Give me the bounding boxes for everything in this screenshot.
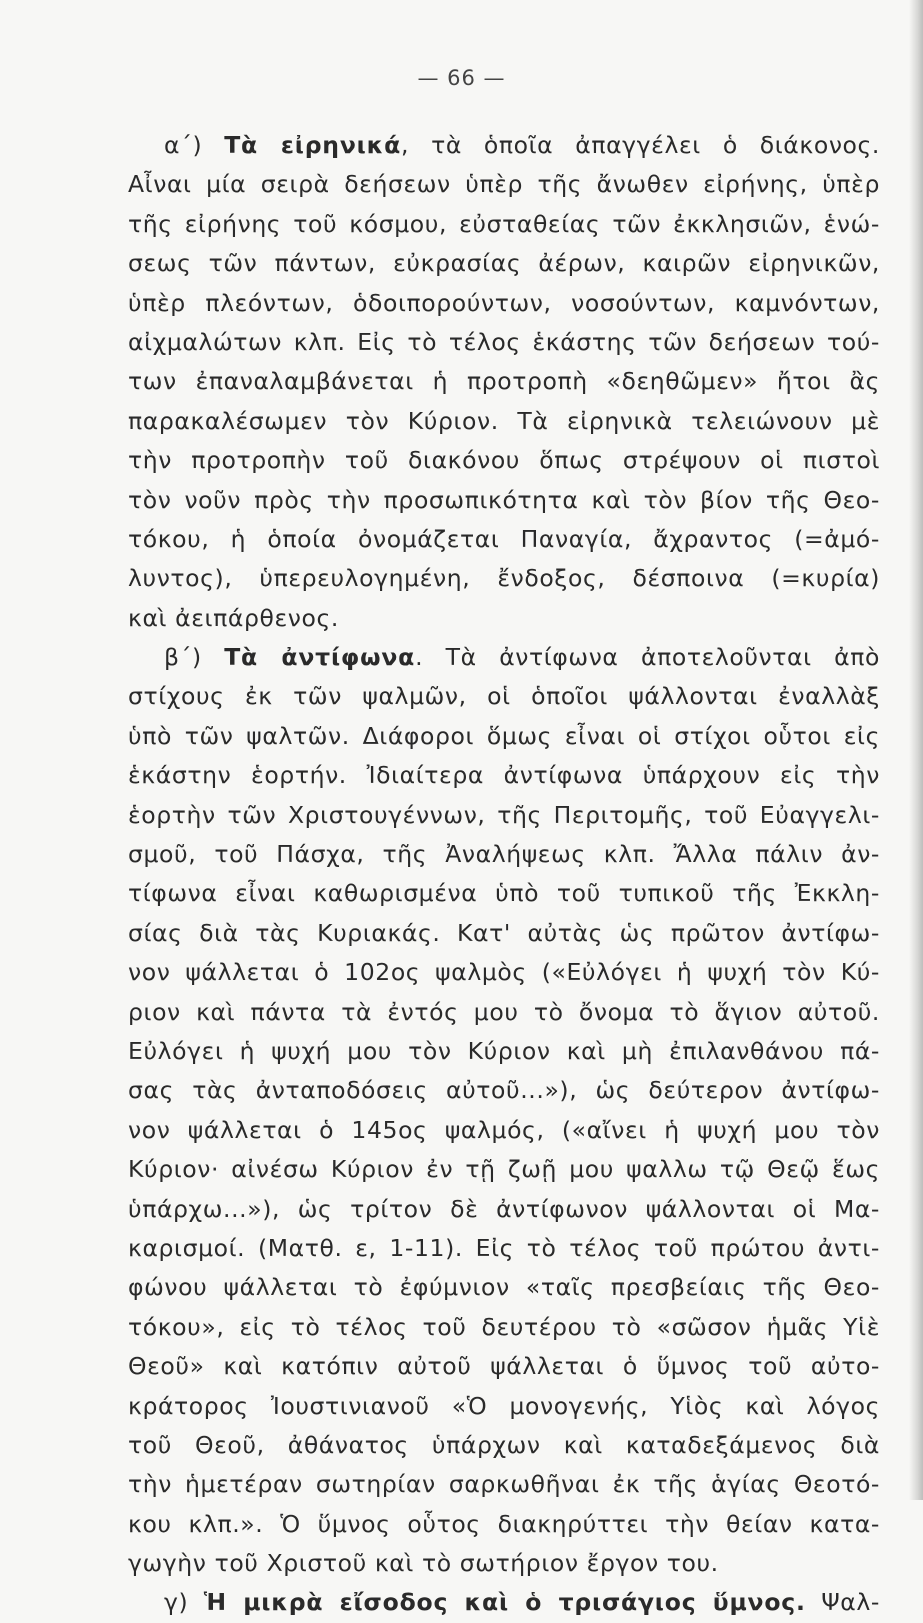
body-text <box>128 126 880 1623</box>
text-span: . Τὰ ἀντίφωνα ἀποτελοῦνται ἀπὸ <box>415 643 880 672</box>
text-line <box>128 1426 880 1465</box>
text-span: παρακαλέσωμεν τὸν Κύριον. Τὰ εἰρηνικὰ τελειώνουν μὲ <box>128 406 880 435</box>
text-span: γ) <box>164 1588 204 1617</box>
text-line <box>128 481 880 520</box>
text-line <box>128 1071 880 1110</box>
text-span: ὑπὸ τῶν ψαλτῶν. Διάφοροι ὅμως εἶναι οἱ στίχοι οὗτοι εἰς <box>128 721 880 750</box>
text-span: τόκου, ἡ ὁποία ὀνομάζεται Παναγία, ἄχραντος (=ἀμό- <box>128 524 880 553</box>
text-line <box>128 441 880 480</box>
text-line <box>128 599 880 638</box>
text-span: καὶ ἀειπάρθενος. <box>128 603 339 632</box>
text-line <box>128 1032 880 1071</box>
text-span: στίχους ἐκ τῶν ψαλμῶν, οἱ ὁποῖοι ψάλλονται ἐναλλὰξ <box>128 682 880 711</box>
text-span: τοῦ Θεοῦ, ἀθάνατος ὑπάρχων καὶ καταδεξάμενος διὰ <box>128 1430 880 1459</box>
text-line <box>128 205 880 244</box>
page-number: — 66 — <box>417 66 506 90</box>
text-span: , τὰ ὁποῖα ἀπαγγέλει ὁ διάκονος. <box>401 131 880 159</box>
text-line <box>128 874 880 913</box>
text-line <box>128 914 880 953</box>
text-line <box>128 284 880 323</box>
text-span: Θεοῦ» καὶ κατόπιν αὐτοῦ ψάλλεται ὁ ὕμνος τοῦ αὐτο- <box>128 1352 880 1381</box>
section-heading: Τὰ ἀντίφωνα <box>224 643 416 672</box>
text-span: νον ψάλλεται ὁ 145ος ψαλμός, («αἴνει ἡ ψυχή μου τὸν <box>128 1115 880 1144</box>
text-span: Ψαλ- <box>805 1588 880 1617</box>
text-line <box>128 1111 880 1150</box>
text-line <box>128 126 880 165</box>
text-line <box>128 520 880 559</box>
page-edge-shadow <box>909 0 923 1500</box>
text-span: τῆς εἰρήνης τοῦ κόσμου, εὐσταθείας τῶν ἐκκλησιῶν, ἑνώ- <box>128 209 880 238</box>
text-span: αἰχμαλώτων κλπ. Εἰς τὸ τέλος ἑκάστης τῶν δεήσεων τού- <box>128 327 880 356</box>
text-span: α΄) <box>164 131 225 159</box>
text-line <box>128 1229 880 1268</box>
text-span: φώνου ψάλλεται τὸ ἐφύμνιον «ταῖς πρεσβείαις τῆς Θεο- <box>128 1273 880 1302</box>
text-span: σμοῦ, τοῦ Πάσχα, τῆς Ἀναλήψεως κλπ. Ἄλλα πάλιν ἀν- <box>128 840 880 869</box>
text-span: νον ψάλλεται ὁ 102ος ψαλμὸς («Εὐλόγει ἡ ψυχή τὸν Κύ- <box>128 958 880 987</box>
text-line <box>128 362 880 401</box>
text-span: ἑορτὴν τῶν Χριστουγέννων, τῆς Περιτομῆς, τοῦ Εὐαγγελι- <box>128 800 880 829</box>
text-span: τὴν ἡμετέραν σωτηρίαν σαρκωθῆναι ἐκ τῆς ἁγίας Θεοτό- <box>128 1470 880 1499</box>
text-line <box>128 1505 880 1544</box>
text-span: σας τὰς ἀνταποδόσεις αὐτοῦ...»), ὡς δεύτερον ἀντίφω- <box>128 1076 880 1105</box>
text-line <box>128 1465 880 1504</box>
text-span: κράτορος Ἰουστινιανοῦ «Ὁ μονογενής, Υἱὸς καὶ λόγος <box>128 1391 880 1420</box>
text-span: ριον καὶ πάντα τὰ ἐντός μου τὸ ὄνομα τὸ ἅγιον αὐτοῦ. <box>128 997 880 1026</box>
text-line <box>128 1190 880 1229</box>
text-span: γωγὴν τοῦ Χριστοῦ καὶ τὸ σωτήριον ἔργον του. <box>128 1549 719 1578</box>
text-line <box>128 638 880 677</box>
text-line <box>128 1387 880 1426</box>
text-span: Αἶναι μία σειρὰ δεήσεων ὑπὲρ τῆς ἄνωθεν εἰρήνης, ὑπὲρ <box>128 170 880 199</box>
text-line <box>128 1583 880 1622</box>
text-line <box>128 559 880 598</box>
text-span: τὸν νοῦν πρὸς τὴν προσωπικότητα καὶ τὸν βίον τῆς Θεο- <box>128 485 880 514</box>
text-span: τὴν προτροπὴν τοῦ διακόνου ὅπως στρέψουν οἱ πιστοὶ <box>128 446 880 475</box>
text-span: λυντος), ὑπερευλογημένη, ἔνδοξος, δέσποινα (=κυρία) <box>128 564 880 593</box>
text-line <box>128 165 880 204</box>
text-span: ἑκάστην ἑορτήν. Ἰδιαίτερα ἀντίφωνα ὑπάρχουν εἰς τὴν <box>128 761 880 790</box>
text-line <box>128 402 880 441</box>
text-line <box>128 1268 880 1307</box>
text-line <box>128 244 880 283</box>
text-line <box>128 323 880 362</box>
text-line <box>128 756 880 795</box>
text-line <box>128 953 880 992</box>
text-line <box>128 677 880 716</box>
section-heading: Τὰ εἰρηνικά <box>224 131 402 159</box>
text-line <box>128 835 880 874</box>
section-heading: Ἡ μικρὰ εἴσοδος καὶ ὁ τρισάγιος ὕμνος. <box>203 1588 806 1617</box>
text-line <box>128 1308 880 1347</box>
text-span: Εὐλόγει ἡ ψυχή μου τὸν Κύριον καὶ μὴ ἐπιλανθάνου πά- <box>128 1036 880 1065</box>
text-line <box>128 993 880 1032</box>
text-span: ὑπάρχω...»), ὡς τρίτον δὲ ἀντίφωνον ψάλλονται οἱ Μα- <box>128 1194 880 1223</box>
text-span: καρισμοί. (Ματθ. ε, 1-11). Εἰς τὸ τέλος τοῦ πρώτου ἀντι- <box>128 1233 880 1262</box>
text-span: β΄) <box>164 643 225 672</box>
text-line <box>128 717 880 756</box>
text-span: σεως τῶν πάντων, εὐκρασίας ἀέρων, καιρῶν εἰρηνικῶν, <box>128 249 880 278</box>
text-line <box>128 1150 880 1189</box>
text-span: ὑπὲρ πλεόντων, ὁδοιπορούντων, νοσούντων, καμνόντων, <box>128 288 880 317</box>
text-line <box>128 1544 880 1583</box>
text-span: των ἐπαναλαμβάνεται ἡ προτροπὴ «δεηθῶμεν» ἤτοι ἂς <box>128 367 880 396</box>
text-span: τίφωνα εἶναι καθωρισμένα ὑπὸ τοῦ τυπικοῦ τῆς Ἐκκλη- <box>128 879 880 908</box>
text-line <box>128 796 880 835</box>
text-span: σίας διὰ τὰς Κυριακάς. Κατ' αὐτὰς ὡς πρῶτον ἀντίφω- <box>128 918 880 947</box>
text-span: τόκου», εἰς τὸ τέλος τοῦ δευτέρου τὸ «σῶσον ἡμᾶς Υἱὲ <box>128 1312 880 1341</box>
text-line <box>128 1347 880 1386</box>
text-span: Κύριον· αἰνέσω Κύριον ἐν τῇ ζωῇ μου ψαλλω τῷ Θεῷ ἕως <box>128 1155 880 1184</box>
text-span: κου κλπ.». Ὁ ὕμνος οὗτος διακηρύττει τὴν θείαν κατα- <box>128 1509 880 1538</box>
